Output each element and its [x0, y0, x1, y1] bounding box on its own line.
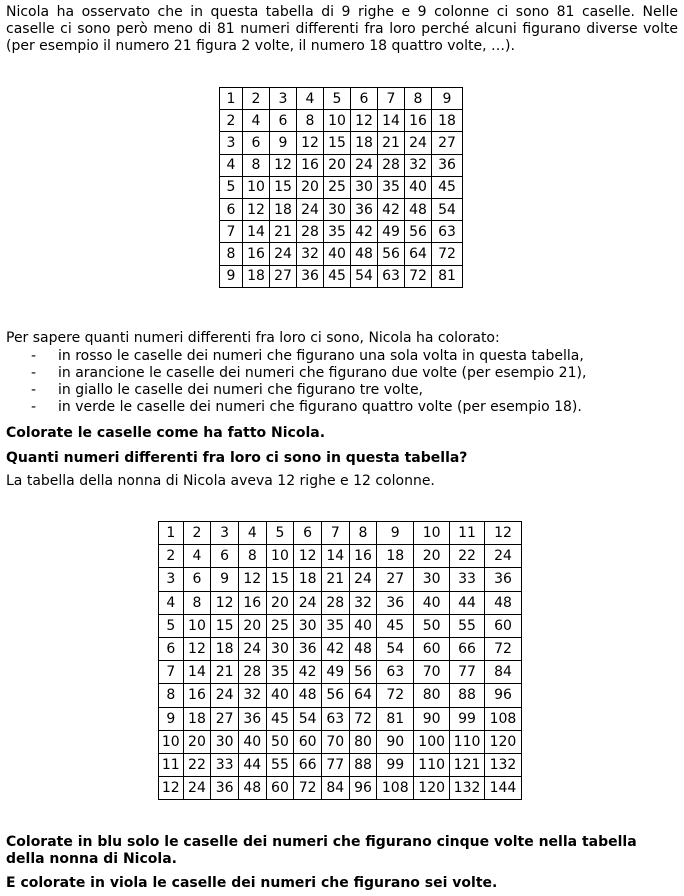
table-cell[interactable]: 24	[211, 684, 239, 707]
table-cell[interactable]: 7	[220, 221, 243, 243]
table-cell[interactable]: 32	[349, 591, 377, 614]
table-cell[interactable]: 8	[238, 545, 266, 568]
table-cell[interactable]: 45	[377, 614, 414, 637]
table-cell[interactable]: 16	[243, 243, 270, 265]
table-cell[interactable]: 21	[321, 568, 349, 591]
table-cell[interactable]: 77	[450, 661, 485, 684]
table-cell[interactable]: 4	[297, 88, 324, 110]
table-cell[interactable]: 5	[266, 522, 294, 545]
table-cell[interactable]: 90	[377, 730, 414, 753]
table-cell[interactable]: 63	[432, 221, 463, 243]
table-cell[interactable]: 49	[321, 661, 349, 684]
table-cell[interactable]: 18	[183, 707, 211, 730]
table-cell[interactable]: 108	[377, 777, 414, 800]
table-cell[interactable]: 6	[159, 637, 184, 660]
table-cell[interactable]: 18	[270, 198, 297, 220]
table-row	[159, 730, 522, 753]
table-cell[interactable]: 45	[266, 707, 294, 730]
table-cell[interactable]: 44	[450, 591, 485, 614]
table-cell[interactable]: 18	[377, 545, 414, 568]
rule-yellow: - in giallo le caselle dei numeri che figurano tre volte,	[31, 382, 424, 398]
table-cell[interactable]: 132	[484, 753, 521, 776]
table-cell[interactable]: 5	[324, 88, 351, 110]
table-cell[interactable]: 80	[349, 730, 377, 753]
table-cell[interactable]: 48	[484, 591, 521, 614]
table-cell[interactable]: 14	[183, 661, 211, 684]
table-cell[interactable]: 36	[294, 637, 322, 660]
coloring-rules-list	[0, 348, 586, 416]
table-cell[interactable]: 32	[238, 684, 266, 707]
table-cell[interactable]: 30	[324, 198, 351, 220]
multiplication-table-9x9	[219, 87, 463, 288]
table-cell[interactable]: 9	[220, 265, 243, 287]
table-row	[159, 707, 522, 730]
table-cell[interactable]: 4	[183, 545, 211, 568]
table-cell[interactable]: 55	[450, 614, 485, 637]
table-cell[interactable]: 5	[220, 176, 243, 198]
table-cell[interactable]: 54	[377, 637, 414, 660]
table-cell[interactable]: 56	[405, 221, 432, 243]
table-row	[220, 154, 463, 176]
table-cell[interactable]: 24	[405, 132, 432, 154]
table-cell[interactable]: 6	[183, 568, 211, 591]
table-cell[interactable]: 2	[159, 545, 184, 568]
table-cell[interactable]: 36	[377, 591, 414, 614]
table-row	[159, 777, 522, 800]
table-cell[interactable]: 64	[349, 684, 377, 707]
table-row	[220, 198, 463, 220]
table-cell[interactable]: 81	[432, 265, 463, 287]
table-row	[220, 221, 463, 243]
table-row	[220, 265, 463, 287]
table-cell[interactable]: 11	[159, 753, 184, 776]
table-cell[interactable]: 49	[378, 221, 405, 243]
table-cell[interactable]: 54	[351, 265, 378, 287]
table-cell[interactable]: 25	[324, 176, 351, 198]
table-cell[interactable]: 48	[349, 637, 377, 660]
table-cell[interactable]: 7	[378, 88, 405, 110]
table-cell[interactable]: 9	[270, 132, 297, 154]
table-row	[159, 684, 522, 707]
table-cell[interactable]: 4	[243, 110, 270, 132]
table-cell[interactable]: 66	[294, 753, 322, 776]
table-cell[interactable]: 72	[377, 684, 414, 707]
table-cell[interactable]: 99	[377, 753, 414, 776]
table-cell[interactable]: 21	[270, 221, 297, 243]
table-cell[interactable]: 40	[414, 591, 450, 614]
question-count-distinct: Quanti numeri differenti fra loro ci sono in questa tabella?	[6, 450, 468, 466]
table-cell[interactable]: 18	[432, 110, 463, 132]
table-cell[interactable]: 28	[378, 154, 405, 176]
instruction-violet: E colorate in viola le caselle dei numeri che figurano sei volte.	[6, 875, 498, 891]
table-cell[interactable]: 8	[297, 110, 324, 132]
table-cell[interactable]: 77	[321, 753, 349, 776]
table-cell[interactable]: 15	[324, 132, 351, 154]
table-cell[interactable]: 96	[484, 684, 521, 707]
table-cell[interactable]: 3	[220, 132, 243, 154]
table-cell[interactable]: 60	[484, 614, 521, 637]
table-cell[interactable]: 2	[220, 110, 243, 132]
table-cell[interactable]: 22	[450, 545, 485, 568]
table-cell[interactable]: 14	[378, 110, 405, 132]
table-cell[interactable]: 7	[159, 661, 184, 684]
rule-red: - in rosso le caselle dei numeri che figurano una sola volta in questa tabella,	[31, 348, 584, 364]
table-cell[interactable]: 66	[450, 637, 485, 660]
instruction-color-like-nicola: Colorate le caselle come ha fatto Nicola.	[6, 425, 326, 441]
rule-green: - in verde le caselle dei numeri che figurano quattro volte (per esempio 18).	[31, 399, 582, 415]
table-cell[interactable]: 32	[297, 243, 324, 265]
table-cell[interactable]: 16	[297, 154, 324, 176]
table-cell[interactable]: 20	[414, 545, 450, 568]
table-cell[interactable]: 132	[450, 777, 485, 800]
table-cell[interactable]: 15	[266, 568, 294, 591]
table-cell[interactable]: 9	[159, 707, 184, 730]
table-cell[interactable]: 20	[238, 614, 266, 637]
table-cell[interactable]: 14	[321, 545, 349, 568]
table-cell[interactable]: 6	[351, 88, 378, 110]
table-cell[interactable]: 35	[266, 661, 294, 684]
table-cell[interactable]: 35	[378, 176, 405, 198]
table-cell[interactable]: 10	[266, 545, 294, 568]
table-cell[interactable]: 8	[220, 243, 243, 265]
table-cell[interactable]: 4	[159, 591, 184, 614]
table-cell[interactable]: 28	[238, 661, 266, 684]
table-row	[220, 243, 463, 265]
table-cell[interactable]: 3	[211, 522, 239, 545]
table-cell[interactable]: 100	[414, 730, 450, 753]
table-cell[interactable]: 60	[414, 637, 450, 660]
table-cell[interactable]: 36	[238, 707, 266, 730]
table-cell[interactable]: 42	[294, 661, 322, 684]
table-cell[interactable]: 27	[377, 568, 414, 591]
table-cell[interactable]: 10	[324, 110, 351, 132]
table-cell[interactable]: 5	[159, 614, 184, 637]
table-cell[interactable]: 56	[321, 684, 349, 707]
table-cell[interactable]: 72	[484, 637, 521, 660]
table-cell[interactable]: 40	[349, 614, 377, 637]
table-row	[159, 545, 522, 568]
coloring-intro: Per sapere quanti numeri differenti fra loro ci sono, Nicola ha colorato:	[6, 330, 500, 346]
table-cell[interactable]: 15	[211, 614, 239, 637]
bullet-dash: -	[31, 399, 37, 415]
table-cell[interactable]: 60	[266, 777, 294, 800]
table-cell[interactable]: 27	[211, 707, 239, 730]
table-cell[interactable]: 63	[321, 707, 349, 730]
table-cell[interactable]: 121	[450, 753, 485, 776]
table-cell[interactable]: 50	[414, 614, 450, 637]
bullet-dash: -	[31, 382, 37, 398]
table-cell[interactable]: 50	[266, 730, 294, 753]
table-cell[interactable]: 14	[243, 221, 270, 243]
table-cell[interactable]: 20	[183, 730, 211, 753]
table-cell[interactable]: 40	[324, 243, 351, 265]
table-row	[159, 614, 522, 637]
table-cell[interactable]: 72	[294, 777, 322, 800]
table-row	[159, 568, 522, 591]
table-cell[interactable]: 11	[450, 522, 485, 545]
table-cell[interactable]: 20	[324, 154, 351, 176]
table-cell[interactable]: 8	[159, 684, 184, 707]
table-row	[159, 637, 522, 660]
bullet-dash: -	[31, 365, 37, 381]
table-cell[interactable]: 110	[414, 753, 450, 776]
table-cell[interactable]: 24	[297, 198, 324, 220]
table-cell[interactable]: 16	[238, 591, 266, 614]
table-cell[interactable]: 18	[294, 568, 322, 591]
table-cell[interactable]: 16	[349, 545, 377, 568]
table-cell[interactable]: 12	[243, 198, 270, 220]
table-cell[interactable]: 88	[450, 684, 485, 707]
table-cell[interactable]: 9	[211, 568, 239, 591]
table-cell[interactable]: 72	[432, 243, 463, 265]
table-row	[159, 522, 522, 545]
table-cell[interactable]: 70	[414, 661, 450, 684]
table-cell[interactable]: 42	[378, 198, 405, 220]
table-cell[interactable]: 40	[238, 730, 266, 753]
table-cell[interactable]: 36	[484, 568, 521, 591]
table-cell[interactable]: 24	[484, 545, 521, 568]
table-cell[interactable]: 36	[211, 777, 239, 800]
table-cell[interactable]: 22	[183, 753, 211, 776]
table-cell[interactable]: 10	[159, 730, 184, 753]
table-cell[interactable]: 28	[321, 591, 349, 614]
table-cell[interactable]: 56	[349, 661, 377, 684]
table-row	[220, 88, 463, 110]
table-cell[interactable]: 48	[351, 243, 378, 265]
table-cell[interactable]: 18	[211, 637, 239, 660]
table-cell[interactable]: 40	[405, 176, 432, 198]
table-cell[interactable]: 16	[183, 684, 211, 707]
table-cell[interactable]: 36	[351, 198, 378, 220]
table-cell[interactable]: 63	[377, 661, 414, 684]
table-cell[interactable]: 30	[414, 568, 450, 591]
table-cell[interactable]: 120	[414, 777, 450, 800]
table-cell[interactable]: 8	[405, 88, 432, 110]
table-cell[interactable]: 12	[183, 637, 211, 660]
table-cell[interactable]: 35	[321, 614, 349, 637]
table-cell[interactable]: 6	[270, 110, 297, 132]
table-cell[interactable]: 144	[484, 777, 521, 800]
table-cell[interactable]: 40	[266, 684, 294, 707]
table-cell[interactable]: 42	[321, 637, 349, 660]
table-cell[interactable]: 4	[238, 522, 266, 545]
table-cell[interactable]: 21	[211, 661, 239, 684]
table-cell[interactable]: 88	[349, 753, 377, 776]
table-cell[interactable]: 120	[484, 730, 521, 753]
table-row	[159, 661, 522, 684]
bullet-dash: -	[31, 348, 37, 364]
table-cell[interactable]: 36	[297, 265, 324, 287]
table-cell[interactable]: 48	[238, 777, 266, 800]
table-cell[interactable]: 84	[484, 661, 521, 684]
table-row	[159, 753, 522, 776]
table-cell[interactable]: 110	[450, 730, 485, 753]
table-cell[interactable]: 10	[243, 176, 270, 198]
table-cell[interactable]: 21	[378, 132, 405, 154]
table-cell[interactable]: 12	[351, 110, 378, 132]
table-cell[interactable]: 64	[405, 243, 432, 265]
table-cell[interactable]: 27	[270, 265, 297, 287]
table-cell[interactable]: 6	[220, 198, 243, 220]
table-cell[interactable]: 60	[294, 730, 322, 753]
table-cell[interactable]: 45	[432, 176, 463, 198]
table-cell[interactable]: 90	[414, 707, 450, 730]
table-cell[interactable]: 44	[238, 753, 266, 776]
table-cell[interactable]: 15	[270, 176, 297, 198]
table-cell[interactable]: 63	[378, 265, 405, 287]
table-cell[interactable]: 81	[377, 707, 414, 730]
table-cell[interactable]: 8	[349, 522, 377, 545]
instruction-blue: Colorate in blu solo le caselle dei numeri che figurano cinque volte nella tabella della nonna di Nicola.	[6, 834, 637, 867]
table-cell[interactable]: 7	[321, 522, 349, 545]
table-cell[interactable]: 72	[405, 265, 432, 287]
grandma-intro: La tabella della nonna di Nicola aveva 12 righe e 12 colonne.	[6, 473, 435, 489]
table-cell[interactable]: 2	[183, 522, 211, 545]
table-cell[interactable]: 25	[266, 614, 294, 637]
table-cell[interactable]: 72	[349, 707, 377, 730]
table-cell[interactable]: 33	[211, 753, 239, 776]
table-cell[interactable]: 3	[270, 88, 297, 110]
table-cell[interactable]: 42	[351, 221, 378, 243]
table-cell[interactable]: 48	[405, 198, 432, 220]
table-cell[interactable]: 12	[297, 132, 324, 154]
table-cell[interactable]: 56	[378, 243, 405, 265]
intro-paragraph: Nicola ha osservato che in questa tabella di 9 righe e 9 colonne ci sono 81 caselle. Nelle caselle ci sono però meno di 81 numeri differenti fra loro perché alcuni figurano diverse volte (per esempio il numero 21 figura 2 volte, il numero 18 quattro volte, …).	[6, 4, 678, 54]
table-cell[interactable]: 30	[294, 614, 322, 637]
table-cell[interactable]: 1	[159, 522, 184, 545]
multiplication-table-12x12	[158, 521, 522, 800]
table-cell[interactable]: 4	[220, 154, 243, 176]
table-cell[interactable]: 30	[351, 176, 378, 198]
table-cell[interactable]: 12	[159, 777, 184, 800]
table-cell[interactable]: 16	[405, 110, 432, 132]
table-cell[interactable]: 9	[377, 522, 414, 545]
table-cell[interactable]: 55	[266, 753, 294, 776]
table-cell[interactable]: 3	[159, 568, 184, 591]
table-cell[interactable]: 8	[183, 591, 211, 614]
table-cell[interactable]: 33	[450, 568, 485, 591]
table-cell[interactable]: 96	[349, 777, 377, 800]
table-cell[interactable]: 27	[432, 132, 463, 154]
table-cell[interactable]: 6	[294, 522, 322, 545]
table-cell[interactable]: 45	[324, 265, 351, 287]
table-row	[220, 176, 463, 198]
table-cell[interactable]: 30	[266, 637, 294, 660]
table-cell[interactable]: 9	[432, 88, 463, 110]
table-cell[interactable]: 18	[351, 132, 378, 154]
table-cell[interactable]: 8	[243, 154, 270, 176]
table-cell[interactable]: 1	[220, 88, 243, 110]
table-cell[interactable]: 80	[414, 684, 450, 707]
table-cell[interactable]: 24	[270, 243, 297, 265]
table-row	[159, 591, 522, 614]
table-row	[220, 110, 463, 132]
table-cell[interactable]: 12	[211, 591, 239, 614]
table-cell[interactable]: 20	[297, 176, 324, 198]
table-cell[interactable]: 24	[294, 591, 322, 614]
table-cell[interactable]: 24	[238, 637, 266, 660]
table-cell[interactable]: 84	[321, 777, 349, 800]
table-cell[interactable]: 18	[243, 265, 270, 287]
table-cell[interactable]: 10	[183, 614, 211, 637]
table-cell[interactable]: 2	[243, 88, 270, 110]
table-cell[interactable]: 35	[324, 221, 351, 243]
table-cell[interactable]: 24	[349, 568, 377, 591]
table-cell[interactable]: 10	[414, 522, 450, 545]
table-cell[interactable]: 12	[294, 545, 322, 568]
table-cell[interactable]: 24	[351, 154, 378, 176]
table-cell[interactable]: 48	[294, 684, 322, 707]
table-cell[interactable]: 12	[484, 522, 521, 545]
table-cell[interactable]: 6	[243, 132, 270, 154]
table-cell[interactable]: 99	[450, 707, 485, 730]
table-cell[interactable]: 12	[270, 154, 297, 176]
table-cell[interactable]: 70	[321, 730, 349, 753]
table-cell[interactable]: 20	[266, 591, 294, 614]
table-cell[interactable]: 12	[238, 568, 266, 591]
table-cell[interactable]: 36	[432, 154, 463, 176]
table-cell[interactable]: 32	[405, 154, 432, 176]
table-cell[interactable]: 24	[183, 777, 211, 800]
table-cell[interactable]: 108	[484, 707, 521, 730]
rule-orange: - in arancione le caselle dei numeri che figurano due volte (per esempio 21),	[31, 365, 587, 381]
table-cell[interactable]: 54	[294, 707, 322, 730]
table-row	[220, 132, 463, 154]
table-cell[interactable]: 30	[211, 730, 239, 753]
table-cell[interactable]: 28	[297, 221, 324, 243]
table-cell[interactable]: 6	[211, 545, 239, 568]
table-cell[interactable]: 54	[432, 198, 463, 220]
